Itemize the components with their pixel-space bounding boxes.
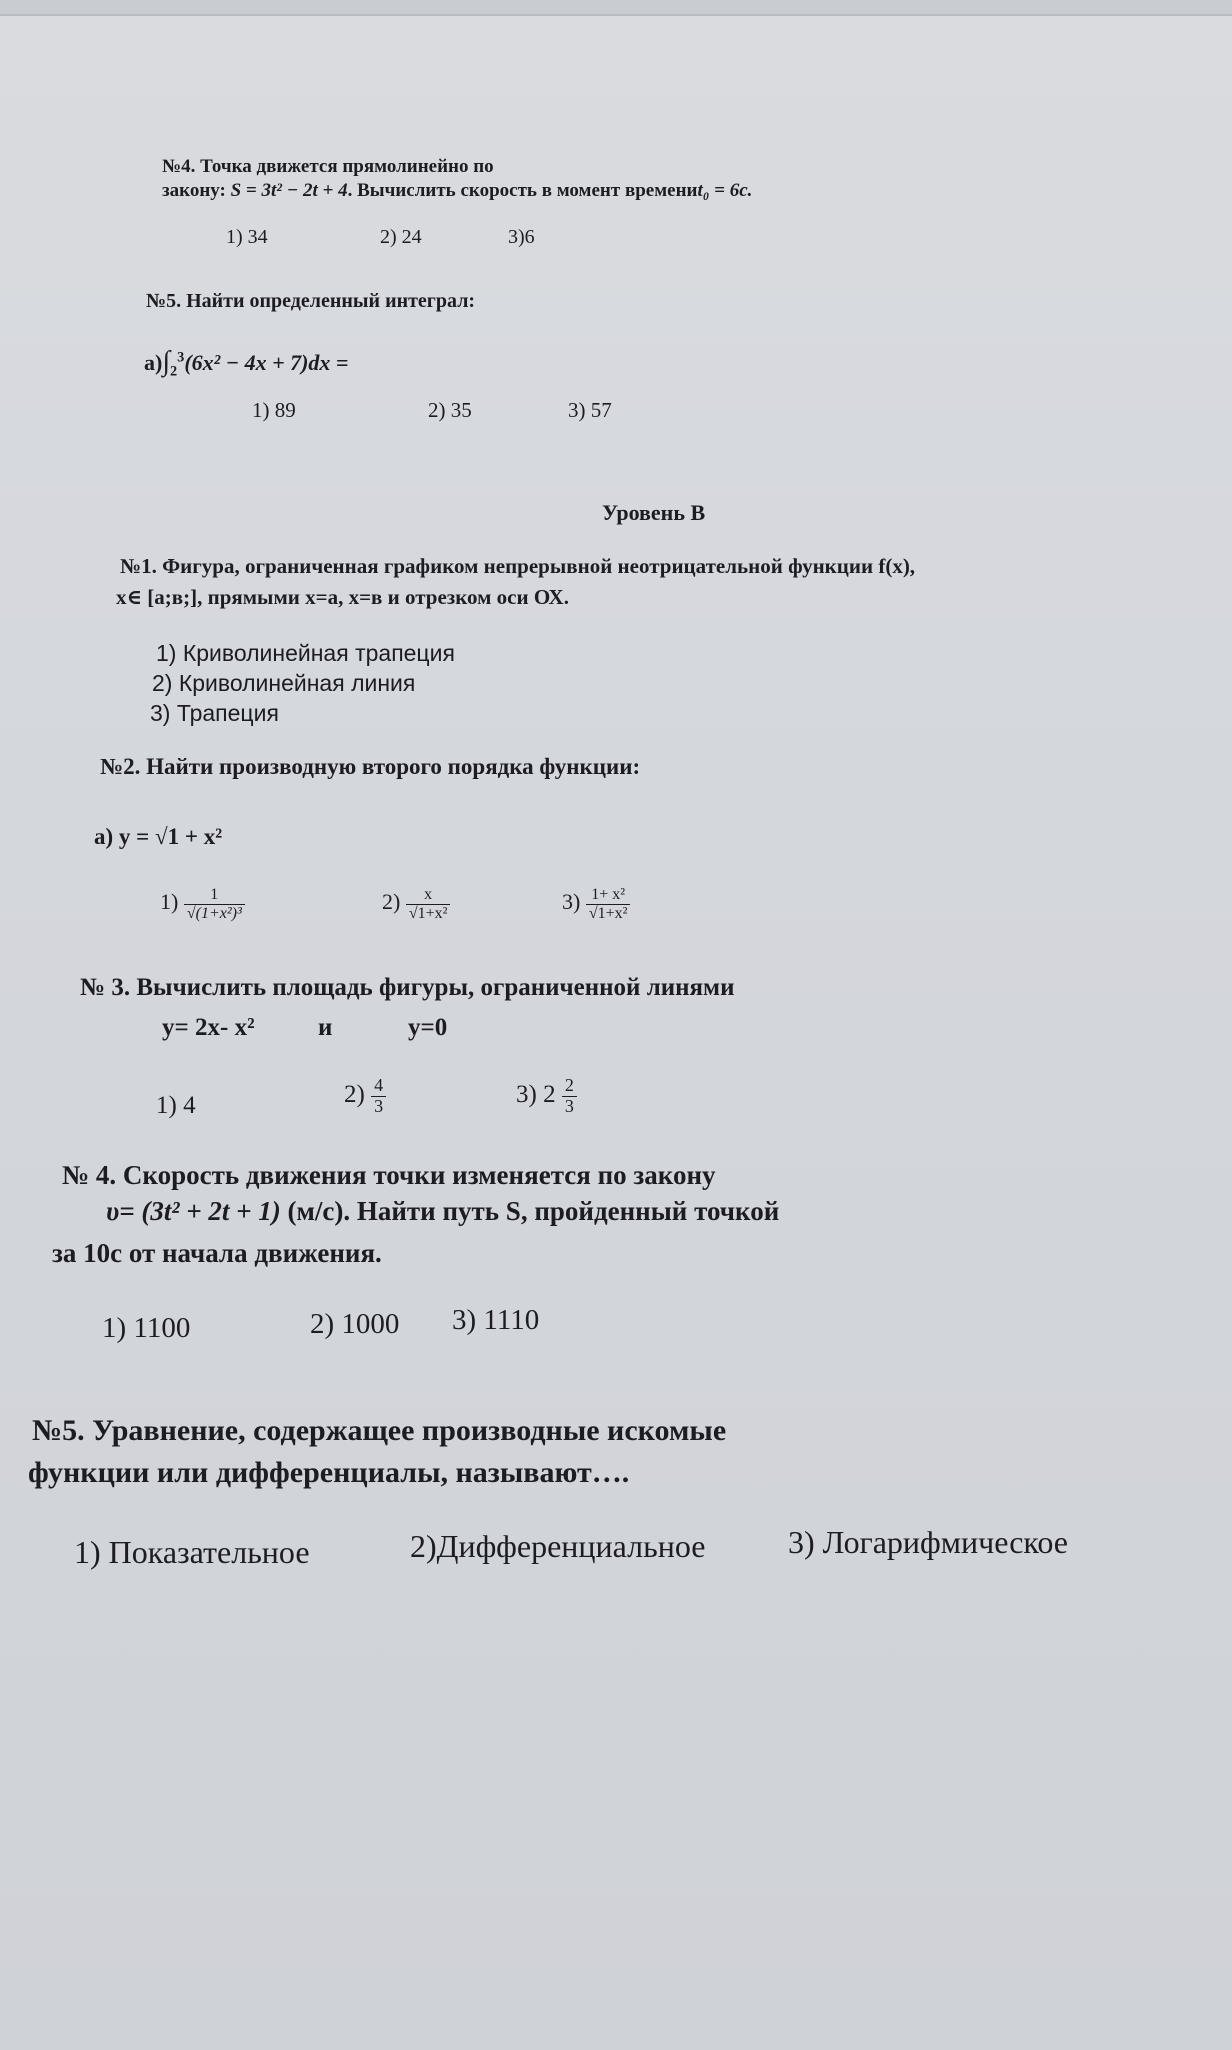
b4-line2-rest: (м/с). Найти путь S, пройденный точкой [280,1196,780,1226]
b4-line1: № 4. Скорость движения точки изменяется по закону [62,1160,716,1190]
b3-option-2 [344,1076,386,1117]
b2-option-2-num: x [406,886,451,905]
integral-icon: ∫ [162,346,170,377]
b4-line3: за 10с от начала движения. [52,1238,382,1268]
b5-option-1: 1) Показательное [74,1534,310,1570]
a4-option-1: 1) 34 [226,226,268,248]
b2-option-3 [562,886,630,922]
level-b-heading: Уровень В [602,500,706,525]
b2-option-1-fraction [184,886,245,922]
a4-formula: S = 3t² − 2t + 4 [230,180,348,201]
b3-eq1: y= 2x- x² [162,1014,255,1041]
b2-func: а) y = √1 + x² [94,824,223,849]
a4-option-2: 2) 24 [380,226,422,248]
b3-option-2-den: 3 [374,1095,384,1116]
b4-option-2: 2) 1000 [310,1308,400,1340]
paper-sheet [0,14,1232,2050]
a4-suffix: . Вычислить скорость в момент времени [347,180,698,201]
a5-integrand: (6x² − 4x + 7)dx = [184,350,349,375]
a5-label: а) [144,350,163,375]
b2-option-1-den: √(1+x²)³ [186,904,242,922]
b5-line2: функции или дифференциалы, называют…. [28,1456,630,1489]
a5-option-1: 1) 89 [252,398,296,422]
b2-option-3-label: 3) [562,889,581,915]
b2-option-2 [382,886,450,922]
a4-line1: №4. Точка движется прямолинейно по [162,156,494,177]
b3-option-2-fraction [371,1076,386,1117]
b2-option-3-num: 1+ x² [586,886,631,905]
a5-upper: 3 [177,349,185,366]
b2-title: №2. Найти производную второго порядка функции: [100,754,641,779]
b3-option-3-label: 3) 2 [516,1081,556,1109]
a4-moment: t₀ = 6c. [697,180,753,201]
b3-conj: и [318,1014,333,1041]
b2-option-1 [160,886,245,922]
b3-option-2-num: 4 [371,1076,386,1097]
b2-option-1-num: 1 [184,886,245,905]
b4-formula: υ= (3t² + 2t + 1) [106,1196,281,1226]
a4-prefix: закону: [162,180,231,201]
b3-eq2: y=0 [408,1014,448,1041]
b1-option-3: 3) Трапеция [150,700,279,726]
b2-option-2-fraction [406,886,451,922]
a4-line2 [162,180,752,202]
b3-option-3-den: 3 [564,1095,574,1116]
b1-option-2: 2) Криволинейная линия [152,670,416,696]
b5-line1: №5. Уравнение, содержащее производные искомые [32,1414,727,1447]
a5-option-3: 3) 57 [568,398,612,422]
b2-option-2-den: √1+x² [408,904,448,922]
b4-line2 [106,1196,779,1227]
b3-option-2-label: 2) [344,1081,365,1109]
b5-option-3: 3) Логарифмическое [788,1524,1068,1560]
b2-option-3-fraction [586,886,631,922]
b3-option-3-num: 2 [562,1076,577,1097]
b3-option-3-fraction [562,1076,577,1117]
a4-option-3: 3)6 [508,226,535,248]
b1-line1: №1. Фигура, ограниченная графиком непрерывной неотрицательной функции f(x), [120,554,916,578]
b3-title: № 3. Вычислить площадь фигуры, ограниченной линями [80,974,735,1001]
b1-line2: x∈ [a;в;], прямыми x=a, x=в и отрезком оси ОХ. [116,585,569,609]
b2-option-1-label: 1) [160,889,179,915]
b3-option-1: 1) 4 [156,1092,196,1119]
a5-lower: 2 [170,363,178,380]
b2-option-2-label: 2) [382,889,401,915]
a5-option-2: 2) 35 [428,398,472,422]
b5-option-2: 2)Дифференциальное [410,1528,706,1564]
b4-option-1: 1) 1100 [102,1312,191,1344]
a5-integral [144,346,348,380]
a5-title: №5. Найти определенный интеграл: [146,290,476,312]
b1-option-1: 1) Криволинейная трапеция [156,640,455,666]
b2-option-3-den: √1+x² [588,904,628,922]
b4-option-3: 3) 1110 [452,1304,540,1336]
b3-option-3 [516,1076,577,1117]
